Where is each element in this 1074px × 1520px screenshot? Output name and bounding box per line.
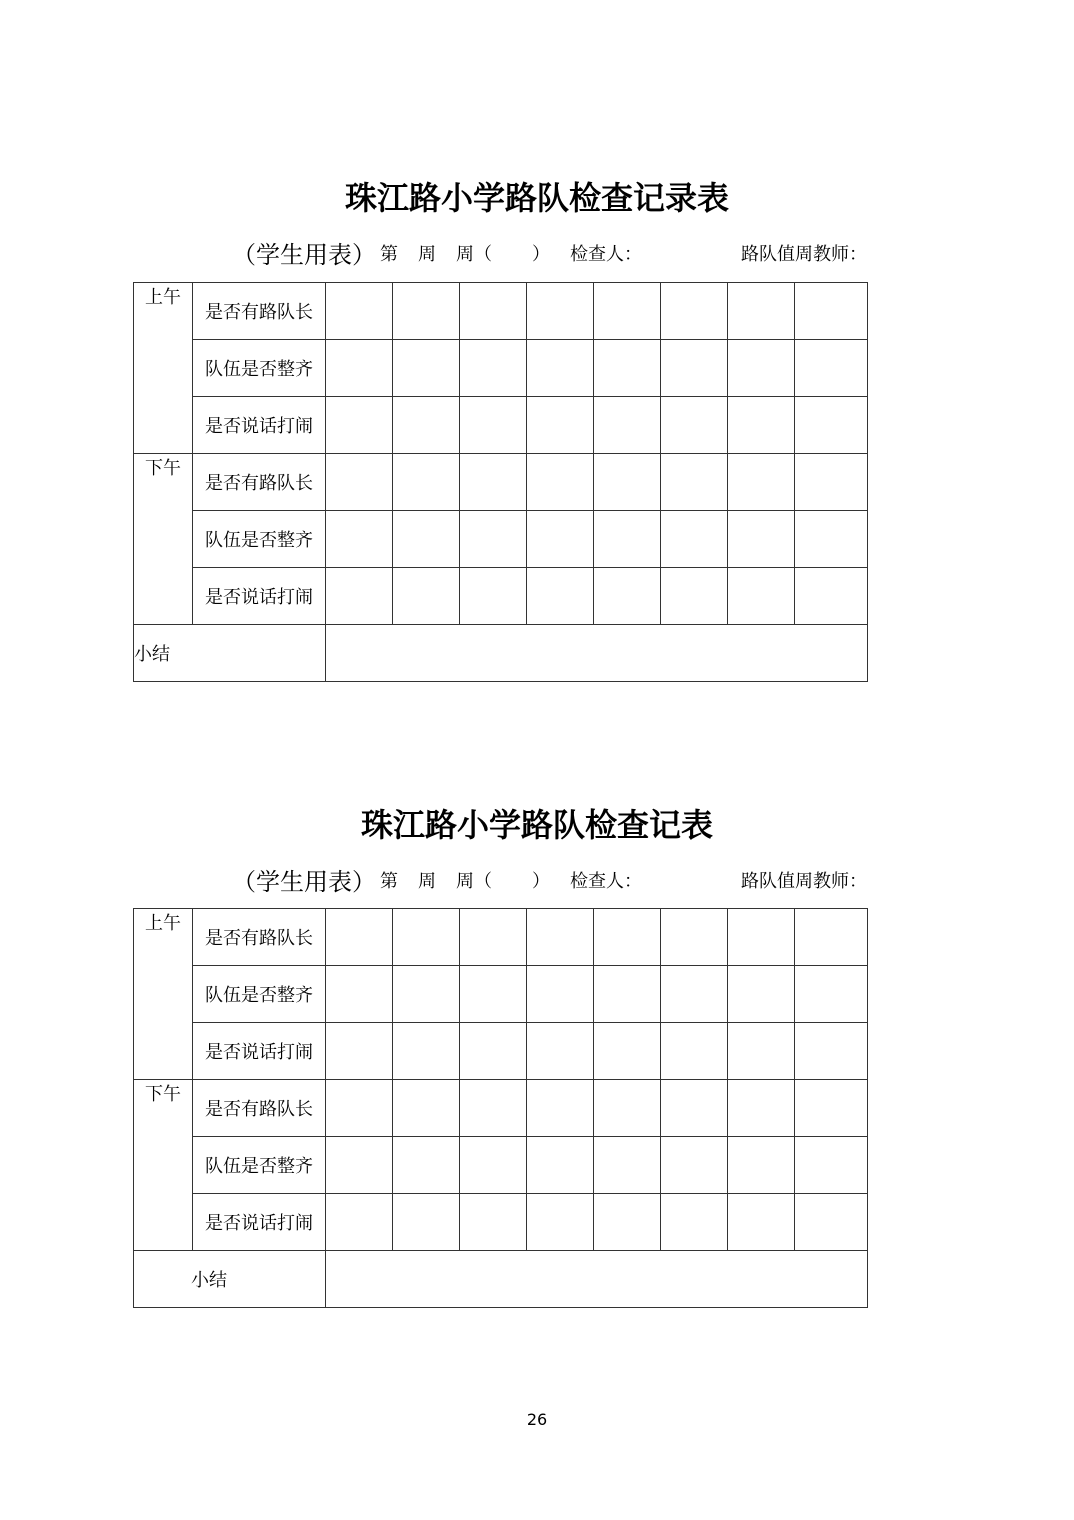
mark-cell[interactable]: [326, 1023, 393, 1080]
period-morning: 上午: [134, 283, 193, 454]
mark-cell[interactable]: [326, 340, 393, 397]
mark-cell[interactable]: [661, 397, 728, 454]
period-morning: 上午: [134, 909, 193, 1080]
mark-cell[interactable]: [393, 1023, 460, 1080]
mark-cell[interactable]: [527, 340, 594, 397]
mark-cell[interactable]: [326, 511, 393, 568]
mark-cell[interactable]: [527, 397, 594, 454]
mark-cell[interactable]: [795, 1023, 868, 1080]
form-1-form-type: （学生用表）: [232, 241, 376, 269]
check-item: 是否说话打闹: [193, 1023, 326, 1080]
summary-label: 小结: [134, 1251, 326, 1308]
check-item: 队伍是否整齐: [193, 340, 326, 397]
mark-cell[interactable]: [326, 1080, 393, 1137]
form-1-week-prefix: 第: [380, 244, 398, 265]
mark-cell[interactable]: [594, 511, 661, 568]
mark-cell[interactable]: [460, 511, 527, 568]
check-item: 是否说话打闹: [193, 1194, 326, 1251]
mark-cell[interactable]: [728, 397, 795, 454]
check-item: 是否说话打闹: [193, 397, 326, 454]
mark-cell[interactable]: [393, 568, 460, 625]
mark-cell[interactable]: [460, 340, 527, 397]
mark-cell[interactable]: [728, 966, 795, 1023]
mark-cell[interactable]: [728, 1137, 795, 1194]
mark-cell[interactable]: [594, 454, 661, 511]
form-2-subtitle-line: [0, 866, 1074, 898]
mark-cell[interactable]: [326, 1137, 393, 1194]
mark-cell[interactable]: [661, 1194, 728, 1251]
mark-cell[interactable]: [661, 1023, 728, 1080]
mark-cell[interactable]: [594, 568, 661, 625]
mark-cell[interactable]: [326, 568, 393, 625]
mark-cell[interactable]: [728, 1194, 795, 1251]
mark-cell[interactable]: [795, 1080, 868, 1137]
mark-cell[interactable]: [460, 568, 527, 625]
mark-cell[interactable]: [728, 340, 795, 397]
form-1-weekday-close: ）: [532, 244, 550, 265]
form-1-title: 珠江路小学路队检查记录表: [344, 179, 729, 217]
mark-cell[interactable]: [393, 1080, 460, 1137]
mark-cell[interactable]: [527, 966, 594, 1023]
mark-cell[interactable]: [527, 511, 594, 568]
mark-cell[interactable]: [527, 1194, 594, 1251]
table-row: [134, 397, 868, 454]
mark-cell[interactable]: [661, 454, 728, 511]
mark-cell[interactable]: [594, 340, 661, 397]
period-afternoon: 下午: [134, 1080, 193, 1251]
mark-cell[interactable]: [393, 909, 460, 966]
mark-cell[interactable]: [795, 340, 868, 397]
mark-cell[interactable]: [393, 966, 460, 1023]
mark-cell[interactable]: [527, 1137, 594, 1194]
mark-cell[interactable]: [460, 1080, 527, 1137]
mark-cell[interactable]: [460, 1023, 527, 1080]
mark-cell[interactable]: [661, 568, 728, 625]
check-item: 是否有路队长: [193, 1080, 326, 1137]
mark-cell[interactable]: [661, 283, 728, 340]
mark-cell[interactable]: [795, 511, 868, 568]
mark-cell[interactable]: [661, 909, 728, 966]
mark-cell[interactable]: [460, 454, 527, 511]
mark-cell[interactable]: [594, 966, 661, 1023]
mark-cell[interactable]: [527, 1080, 594, 1137]
check-item: 队伍是否整齐: [193, 966, 326, 1023]
table-row: [134, 568, 868, 625]
mark-cell[interactable]: [795, 397, 868, 454]
mark-cell[interactable]: [460, 283, 527, 340]
mark-cell[interactable]: [728, 283, 795, 340]
mark-cell[interactable]: [661, 340, 728, 397]
table-row: [134, 1080, 868, 1137]
mark-cell[interactable]: [795, 1137, 868, 1194]
mark-cell[interactable]: [795, 568, 868, 625]
table-row: [134, 1251, 868, 1308]
mark-cell[interactable]: [795, 909, 868, 966]
mark-cell[interactable]: [594, 1023, 661, 1080]
table-row: [134, 283, 868, 340]
mark-cell[interactable]: [527, 909, 594, 966]
form-2-form-type: （学生用表）: [232, 868, 376, 896]
mark-cell[interactable]: [393, 1194, 460, 1251]
mark-cell[interactable]: [460, 1194, 527, 1251]
form-2-teacher-label[interactable]: 路队值周教师：: [741, 871, 867, 892]
mark-cell[interactable]: [728, 1080, 795, 1137]
mark-cell[interactable]: [393, 340, 460, 397]
page-number: 26: [526, 1410, 548, 1429]
mark-cell[interactable]: [661, 511, 728, 568]
check-item: 队伍是否整齐: [193, 1137, 326, 1194]
summary-label: 小结: [134, 625, 326, 682]
mark-cell[interactable]: [661, 966, 728, 1023]
table-row: [134, 909, 868, 966]
table-row: [134, 511, 868, 568]
table-row: [134, 340, 868, 397]
form-1-teacher-label[interactable]: 路队值周教师：: [741, 244, 867, 265]
mark-cell[interactable]: [527, 1023, 594, 1080]
mark-cell[interactable]: [594, 1080, 661, 1137]
mark-cell[interactable]: [326, 966, 393, 1023]
form-2-inspector-label[interactable]: 检查人：: [570, 871, 642, 892]
mark-cell[interactable]: [594, 397, 661, 454]
mark-cell[interactable]: [661, 1137, 728, 1194]
mark-cell[interactable]: [326, 454, 393, 511]
mark-cell[interactable]: [728, 1023, 795, 1080]
table-row: [134, 454, 868, 511]
mark-cell[interactable]: [326, 397, 393, 454]
mark-cell[interactable]: [795, 283, 868, 340]
mark-cell[interactable]: [527, 568, 594, 625]
mark-cell[interactable]: [393, 454, 460, 511]
mark-cell[interactable]: [393, 511, 460, 568]
mark-cell[interactable]: [527, 454, 594, 511]
form-2-title: 珠江路小学路队检查记表: [360, 806, 713, 844]
form-2-weekday-label: 周（: [456, 871, 492, 892]
summary-field[interactable]: [326, 625, 868, 682]
mark-cell[interactable]: [326, 283, 393, 340]
summary-field[interactable]: [326, 1251, 868, 1308]
mark-cell[interactable]: [594, 283, 661, 340]
form-1-weekday-label: 周（: [456, 244, 492, 265]
table-row: [134, 1194, 868, 1251]
period-afternoon: 下午: [134, 454, 193, 625]
check-item: 队伍是否整齐: [193, 511, 326, 568]
check-item: 是否说话打闹: [193, 568, 326, 625]
mark-cell[interactable]: [728, 454, 795, 511]
mark-cell[interactable]: [393, 397, 460, 454]
table-row: [134, 1137, 868, 1194]
table-row: [134, 966, 868, 1023]
mark-cell[interactable]: [460, 1137, 527, 1194]
check-item: 是否有路队长: [193, 454, 326, 511]
table-row: [134, 1023, 868, 1080]
mark-cell[interactable]: [594, 909, 661, 966]
mark-cell[interactable]: [393, 1137, 460, 1194]
mark-cell[interactable]: [661, 1080, 728, 1137]
mark-cell[interactable]: [795, 966, 868, 1023]
form-2-table: [133, 908, 868, 1308]
mark-cell[interactable]: [460, 966, 527, 1023]
mark-cell[interactable]: [527, 283, 594, 340]
mark-cell[interactable]: [594, 1194, 661, 1251]
check-item: 是否有路队长: [193, 283, 326, 340]
mark-cell[interactable]: [728, 511, 795, 568]
mark-cell[interactable]: [460, 397, 527, 454]
table-row: [134, 625, 868, 682]
mark-cell[interactable]: [795, 1194, 868, 1251]
mark-cell[interactable]: [594, 1137, 661, 1194]
form-1-week-field[interactable]: 周: [418, 244, 436, 265]
form-1-table: [133, 282, 868, 682]
mark-cell[interactable]: [795, 454, 868, 511]
form-2-weekday-close: ）: [532, 871, 550, 892]
form-2-week-field[interactable]: 周: [418, 871, 436, 892]
form-1-subtitle-line: [0, 239, 1074, 271]
mark-cell[interactable]: [326, 1194, 393, 1251]
form-2-week-prefix: 第: [380, 871, 398, 892]
mark-cell[interactable]: [728, 568, 795, 625]
mark-cell[interactable]: [728, 909, 795, 966]
check-item: 是否有路队长: [193, 909, 326, 966]
form-1-inspector-label[interactable]: 检查人：: [570, 244, 642, 265]
mark-cell[interactable]: [460, 909, 527, 966]
mark-cell[interactable]: [326, 909, 393, 966]
mark-cell[interactable]: [393, 283, 460, 340]
